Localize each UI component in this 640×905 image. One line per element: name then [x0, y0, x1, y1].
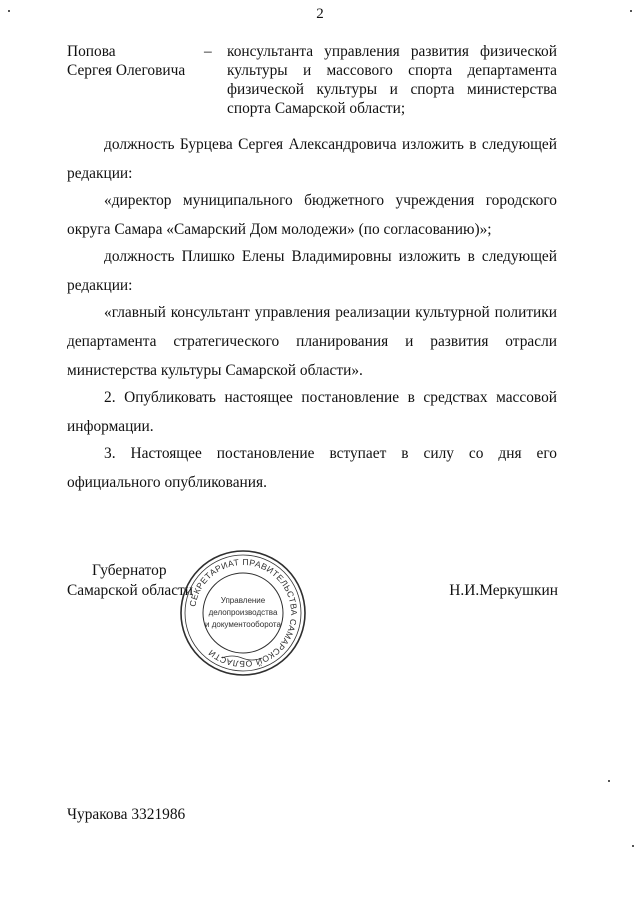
appointee-given-names: Сергея Олеговича [67, 62, 186, 79]
appointee-name [67, 42, 207, 80]
paragraph: «директор муниципального бюджетного учреждения городского округа Самара «Самарский Дом молодежи» (по согласованию)»; [67, 192, 557, 238]
official-seal [178, 548, 308, 678]
scan-edge-mark [608, 780, 610, 782]
seal-center-line3: и документооборота [205, 620, 281, 629]
appointee-dash: – [204, 43, 212, 60]
document-body [67, 130, 557, 497]
paragraph: должность Бурцева Сергея Александровича изложить в следующей редакции: [67, 136, 557, 182]
seal-center-line1: Управление [220, 596, 266, 605]
paragraph: 3. Настоящее постановление вступает в силу со дня его официального опубликования. [67, 445, 557, 491]
governor-title-line1: Губернатор [92, 562, 167, 579]
appointee-surname: Попова [67, 43, 116, 60]
signature-block [0, 548, 640, 698]
paragraph: «главный консультант управления реализации культурной политики департамента стратегического планирования и развития отрасли министерства культуры Самарской области». [67, 304, 557, 379]
page-number: 2 [316, 6, 324, 22]
seal-center-line2: делопроизводства [208, 608, 278, 617]
governor-title-line2: Самарской области [67, 582, 194, 599]
governor-name: Н.И.Меркушкин [449, 582, 558, 599]
paragraph: 2. Опубликовать настоящее постановление в средствах массовой информации. [67, 389, 557, 435]
paragraph: должность Плишко Елены Владимировны изложить в следующей редакции: [67, 248, 557, 294]
footer-contact: Чуракова 3321986 [67, 806, 186, 823]
appointee-position: консультанта управления развития физической культуры и массового спорта департамента физической культуры и спорта министерства спорта Самарской области; [227, 43, 557, 117]
seal-ring-text: СЕКРЕТАРИАТ ПРАВИТЕЛЬСТВА САМАРСКОЙ ОБЛАСТИ [187, 556, 300, 670]
scan-edge-mark [632, 845, 634, 847]
